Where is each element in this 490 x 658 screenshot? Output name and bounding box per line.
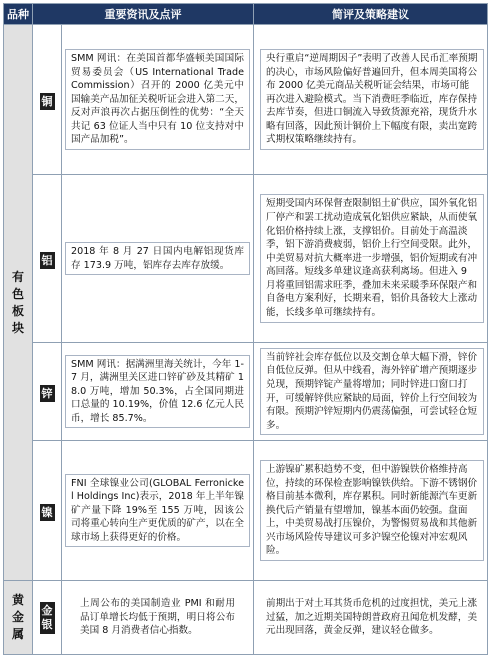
table-row — [4, 25, 488, 175]
comment-cell — [254, 343, 488, 441]
comment-cell — [254, 175, 488, 343]
metal-cell — [33, 441, 62, 581]
table-row — [4, 441, 488, 581]
commodity-table — [3, 3, 488, 655]
comment-cell — [254, 581, 488, 655]
comment-text: 当前锌社会库存低位以及交割仓单大幅下滑，锌价自低位反弹。但从中线看，海外锌矿增产预期逐步兑现，预期锌锭产量将增加；同时锌进口窗口打开，可缓解锌供应紧缺的局面，锌价上行空间较为有限。预期沪锌短期内仍震荡偏强，可尝试轻仓短多。 — [260, 348, 484, 436]
comment-text: 短期受国内环保督查限制铝土矿供应，国外氧化铝厂停产和罢工扰动造成氧化铝供应紧缺，从而使氧化铝价格持续上涨，支撑铝价。目前处于高温淡季，铝下游消费疲弱，铝价上行空间受限。此外，中美贸易对抗大概率进一步增强，铝价短期或有冲高回落。短线多单建议逢高获利离场。但进入 9 月将重回铝需求旺季，叠加未来采暖季环保限产和自备电方案利好，长期来看，铝价具备较大上涨动能，长线多单可继续持有。 — [260, 194, 484, 322]
category-precious — [4, 581, 33, 655]
news-text: 上周公布的美国制造业 PMI 和耐用品订单增长均低于预期，明日将公布美国 8 月消费者信心指数。 — [80, 598, 235, 637]
category-label: 有 色 板 块 — [11, 269, 24, 335]
comment-text: 前期出于对土耳其货币危机的过度担忧，美元上涨过猛，加之近期美国特朗普政府丑闻危机发酵，美元出现回落，黄金反弹，建议轻仓做多。 — [266, 598, 478, 637]
metal-label: 铝 — [41, 253, 53, 267]
metal-cell — [33, 343, 62, 441]
table-row — [4, 175, 488, 343]
metal-cell — [33, 175, 62, 343]
news-text: SMM 网讯：在美国首都华盛顿美国国际贸易委员会（US International Trade Commission）召开的 2000 亿美元中国输美产品加征关税听证会进入第二天，反对声浪再次占据压倒性的优势：“全天共记 63 位证人当中只有 10 位支持对中国产品加税”。 — [65, 49, 250, 150]
comment-cell — [254, 441, 488, 581]
comment-text: 上游镍矿累积趋势不变，但中游镍铁价格维持高位，持续的环保检查影响镍铁供给。下游不锈钢价格目前基本微利，库存累积。同时新能源汽车更新换代后产销量有望增加，镍基本面仍较强。盘面上，中美贸易战打压镍价，为警惕贸易战和其他新兴市场风险传导建议可多沪镍空伦镍对冲宏观风险。 — [260, 460, 484, 561]
news-cell — [62, 343, 254, 441]
table-row — [4, 343, 488, 441]
news-cell — [62, 175, 254, 343]
table-row — [4, 581, 488, 655]
comment-text: 央行重启“逆周期因子”表明了改善人民币汇率预期的决心，市场风险偏好普遍回升，但本周美国将公布 2000 亿美元商品关税听证会结果，市场可能再次进入避险模式。当下消费旺季临近，库存保持去库节奏，但进口铜流入导致货源充裕，现货升水略有回落，因此预计铜价上下幅度有限，卖出宽跨式期权策略继续持有。 — [260, 49, 484, 150]
news-text: SMM 网讯：据满洲里海关统计，今年 1-7 月，满洲里关区进口锌矿砂及其精矿 18.0 万吨，增加 50.3%，占全国同期进口总量的 10.19%，价值 12.6 亿元人民币，增长 85.7%。 — [65, 355, 250, 429]
metal-cell — [33, 25, 62, 175]
news-text: 2018 年 8 月 27 日国内电解铝现货库存 173.9 万吨，铝库存去库存放缓。 — [65, 242, 250, 275]
metal-cell — [33, 581, 62, 655]
comment-cell — [254, 25, 488, 175]
header-category: 品种 — [4, 4, 33, 25]
header-comment: 简评及策略建议 — [254, 4, 488, 25]
news-cell — [62, 25, 254, 175]
metal-label: 锌 — [41, 386, 53, 400]
header-row — [4, 4, 488, 25]
news-text: FNI 全球镍业公司(GLOBAL Ferronickel Holdings Inc)表示，2018 年上半年镍矿产量下降 19%至 155 万吨，因该公司将重心转向生产更优质的矿产，以在全球市场上获得更好的价格。 — [65, 474, 250, 548]
news-cell — [62, 441, 254, 581]
metal-label: 铜 — [41, 94, 53, 108]
category-nonferrous — [4, 25, 33, 581]
news-cell — [62, 581, 254, 655]
header-news: 重要资讯及点评 — [33, 4, 254, 25]
metal-label: 镍 — [41, 505, 53, 519]
metal-label: 金银 — [40, 602, 55, 634]
category-label: 黄 金 属 — [11, 593, 24, 641]
